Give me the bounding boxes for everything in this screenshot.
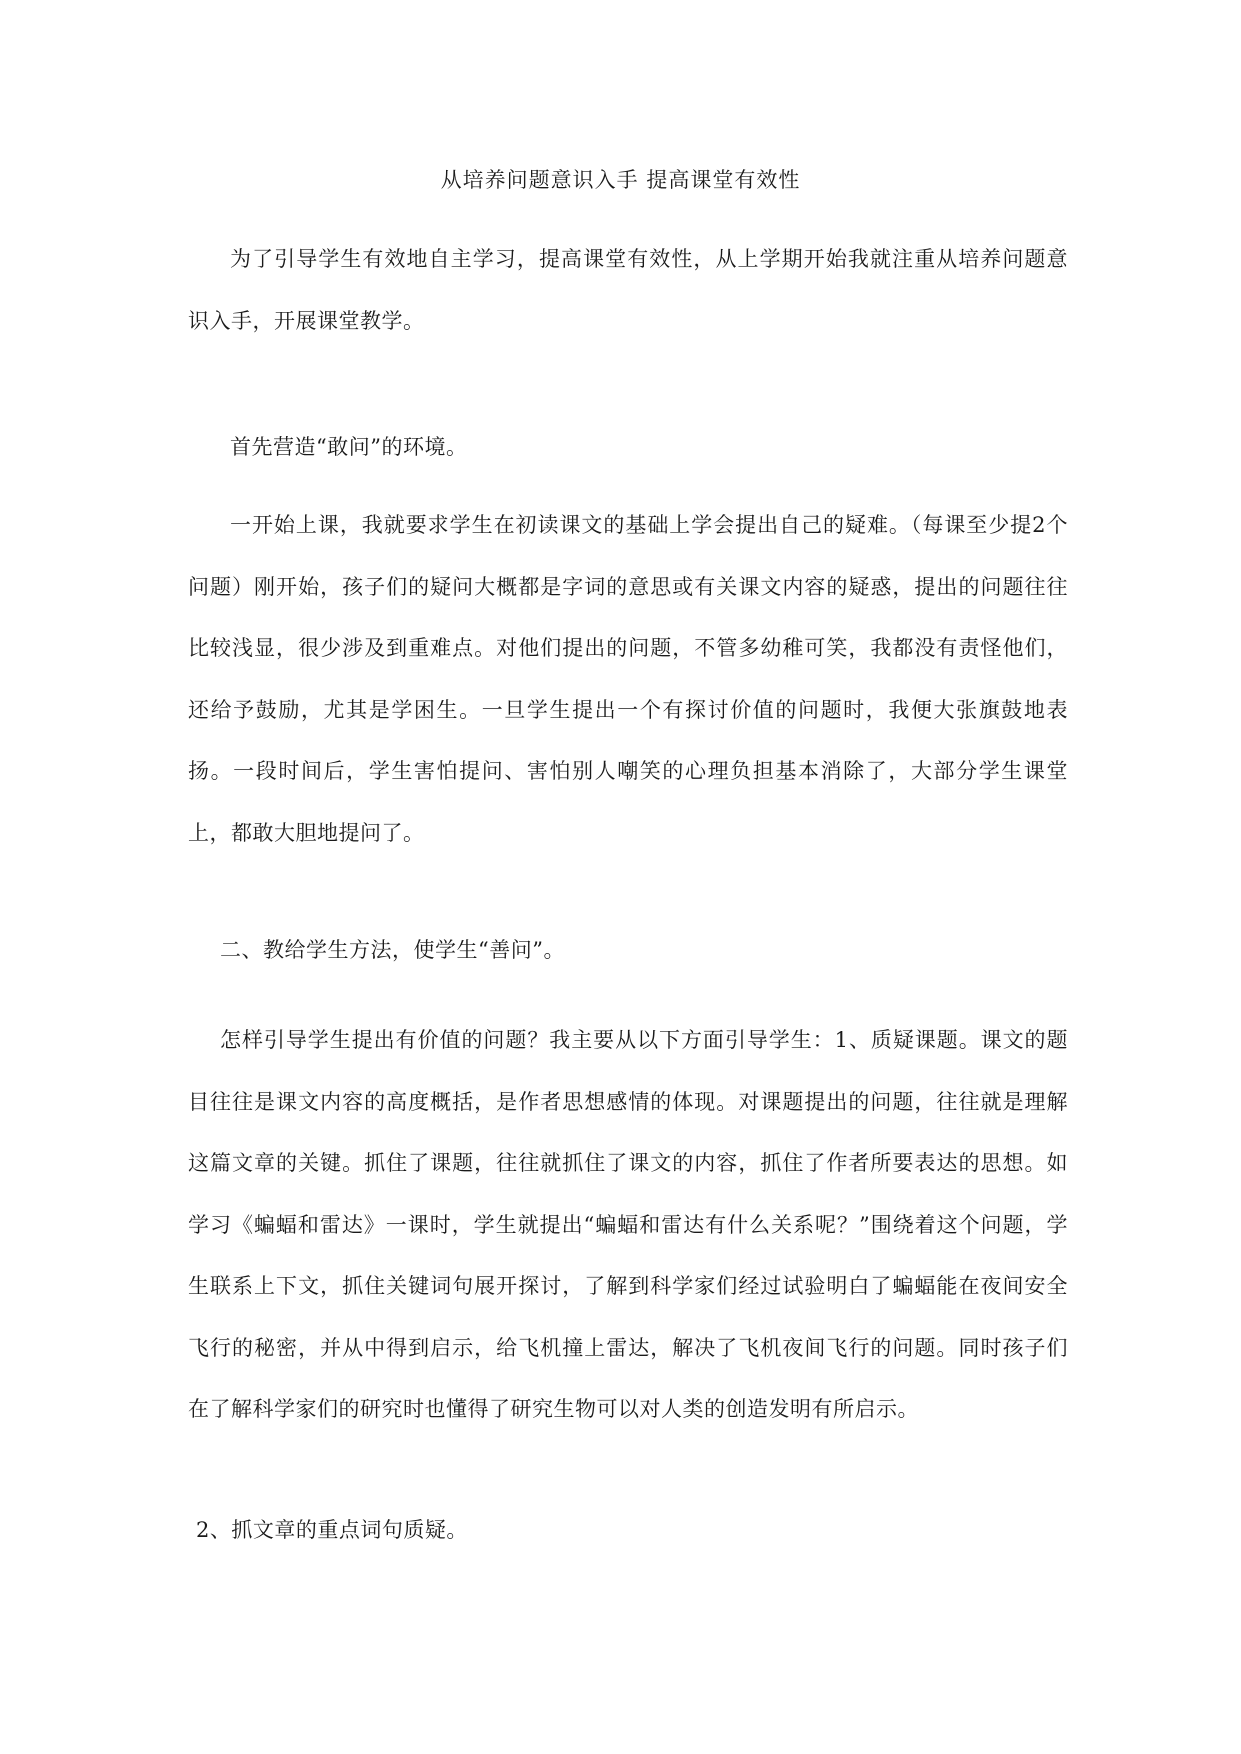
paragraph-heading-1: 首先营造“敢问”的环境。 [230,435,468,459]
paragraph-body-1: 一开始上课，我就要求学生在初读课文的基础上学会提出自己的疑难。（每课至少提2个问题）刚开始，孩子们的疑问大概都是字词的意思或有关课文内容的疑惑，提出的问题往往比较浅显，很少涉及到重难点。对他们提出的问题，不管多幼稚可笑，我都没有责怪他们，还给予鼓励，尤其是学困生。一旦学生提出一个有探讨价值的问题时，我便大张旗鼓地表扬。一段时间后，学生害怕提问、害怕别人嘲笑的心理负担基本消除了，大部分学生课堂上，都敢大胆地提问了。 [188,513,1068,845]
paragraph-intro: 为了引导学生有效地自主学习，提高课堂有效性，从上学期开始我就注重从培养问题意识入手，开展课堂教学。 [188,247,1068,333]
document-title: 从培养问题意识入手 提高课堂有效性 [440,168,801,192]
paragraph-heading-2: 二、教给学生方法，使学生“善问”。 [220,938,565,962]
paragraph-body-2: 怎样引导学生提出有价值的问题？我主要从以下方面引导学生：1、质疑课题。课文的题目往往是课文内容的高度概括，是作者思想感情的体现。对课题提出的问题，往往就是理解这篇文章的关键。抓住了课题，往往就抓住了课文的内容，抓住了作者所要表达的思想。如学习《蝙蝠和雷达》一课时，学生就提出“蝙蝠和雷达有什么关系呢？”围绕着这个问题，学生联系上下文，抓住关键词句展开探讨，了解到科学家们经过试验明白了蝙蝠能在夜间安全飞行的秘密，并从中得到启示，给飞机撞上雷达，解决了飞机夜间飞行的问题。同时孩子们在了解科学家们的研究时也懂得了研究生物可以对人类的创造发明有所启示。 [188,1028,1068,1421]
paragraph-heading-3: 2、抓文章的重点词句质疑。 [196,1518,468,1542]
